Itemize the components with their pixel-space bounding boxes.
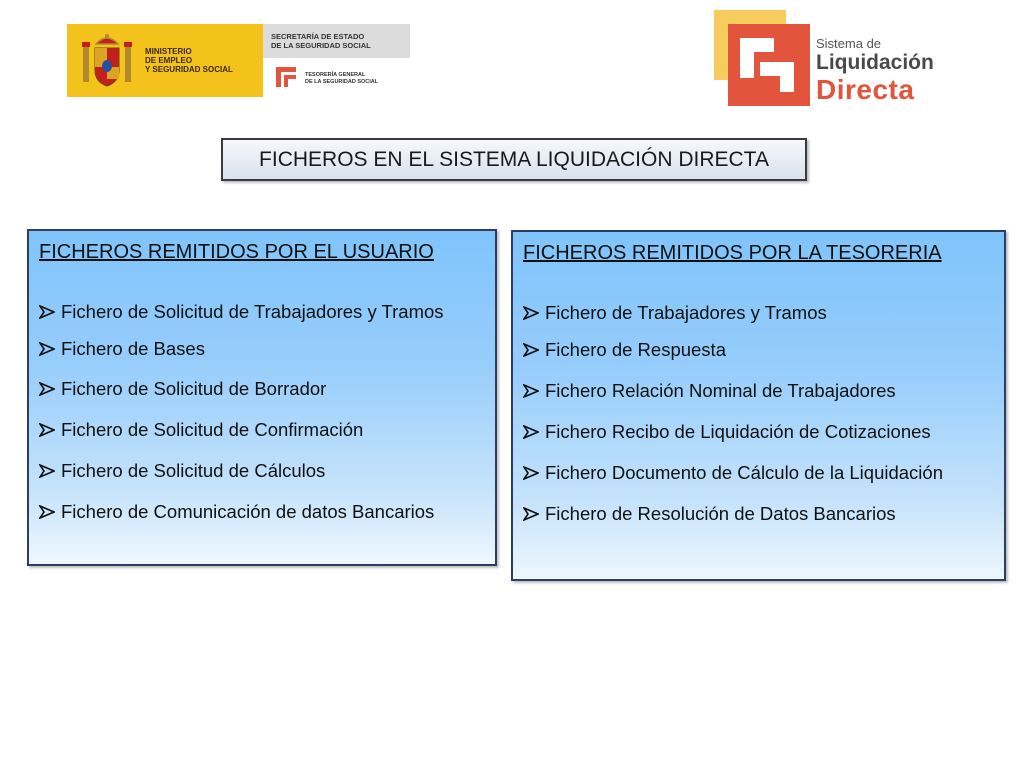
list-item-label: Fichero de Bases [61, 338, 205, 359]
ministry-logo [67, 24, 410, 97]
arrow-bullet-icon [39, 382, 55, 396]
arrow-bullet-icon [39, 305, 55, 319]
arrow-bullet-icon [523, 343, 539, 357]
tgss-logo-icon [273, 64, 299, 90]
list-item [523, 302, 827, 324]
user-files-panel [27, 229, 497, 566]
arrow-bullet-icon [523, 507, 539, 521]
list-item-label: Fichero de Trabajadores y Tramos [545, 302, 827, 323]
list-item-label: Fichero de Comunicación de datos Bancarios [61, 501, 435, 522]
list-item [523, 339, 726, 361]
secretaria-line: SECRETARÍA DE ESTADO [271, 32, 365, 41]
secretaria-block [263, 24, 410, 97]
tgss-name [305, 72, 409, 86]
arrow-bullet-icon [523, 384, 539, 398]
page-title-box [221, 138, 807, 181]
arrow-bullet-icon [523, 306, 539, 320]
list-item-label: Fichero de Solicitud de Trabajadores y Tramos [61, 301, 444, 322]
ministry-logo-yellow-block [67, 24, 263, 97]
list-item-label: Fichero Relación Nominal de Trabajadores [545, 380, 896, 401]
list-item [523, 380, 896, 402]
list-item [523, 503, 896, 525]
list-item [523, 421, 931, 443]
list-item [523, 462, 943, 484]
sld-mark-icon [712, 8, 812, 108]
user-files-heading: FICHEROS REMITIDOS POR EL USUARIO [39, 241, 434, 263]
list-item [39, 419, 363, 441]
treasury-files-panel [511, 230, 1006, 581]
secretaria-name [271, 32, 407, 50]
ministry-name [145, 47, 260, 74]
list-item-label: Fichero de Solicitud de Confirmación [61, 419, 364, 440]
sld-logo [712, 8, 962, 108]
arrow-bullet-icon [39, 423, 55, 437]
list-item-label: Fichero de Solicitud de Borrador [61, 378, 327, 399]
arrow-bullet-icon [39, 464, 55, 478]
list-item-label: Fichero Documento de Cálculo de la Liquidación [545, 462, 943, 483]
list-item-label: Fichero de Solicitud de Cálculos [61, 460, 326, 481]
sld-logo-line3: Directa [816, 74, 915, 105]
list-item-label: Fichero Recibo de Liquidación de Cotizaciones [545, 421, 931, 442]
tgss-line: DE LA SEGURIDAD SOCIAL [305, 79, 379, 85]
arrow-bullet-icon [523, 425, 539, 439]
tgss-line: TESORERÍA GENERAL [305, 72, 366, 78]
list-item-label: Fichero de Resolución de Datos Bancarios [545, 503, 896, 524]
arrow-bullet-icon [523, 466, 539, 480]
sld-logo-line2: Liquidación [816, 51, 934, 74]
ministry-name-line: Y SEGURIDAD SOCIAL [145, 65, 233, 74]
arrow-bullet-icon [39, 342, 55, 356]
list-item [39, 301, 444, 323]
list-item [39, 501, 434, 523]
treasury-files-heading: FICHEROS REMITIDOS POR LA TESORERIA [523, 242, 942, 264]
list-item [39, 338, 205, 360]
list-item-label: Fichero de Respuesta [545, 339, 726, 360]
ministry-name-line: DE EMPLEO [145, 56, 193, 65]
arrow-bullet-icon [39, 505, 55, 519]
list-item [39, 460, 325, 482]
sld-logo-line1: Sistema de [816, 36, 882, 51]
list-item [39, 378, 326, 400]
ministry-name-line: MINISTERIO [145, 47, 192, 56]
coat-of-arms-icon [79, 32, 135, 90]
secretaria-line: DE LA SEGURIDAD SOCIAL [271, 41, 371, 50]
page-title: FICHEROS EN EL SISTEMA LIQUIDACIÓN DIRECTA [259, 147, 769, 171]
